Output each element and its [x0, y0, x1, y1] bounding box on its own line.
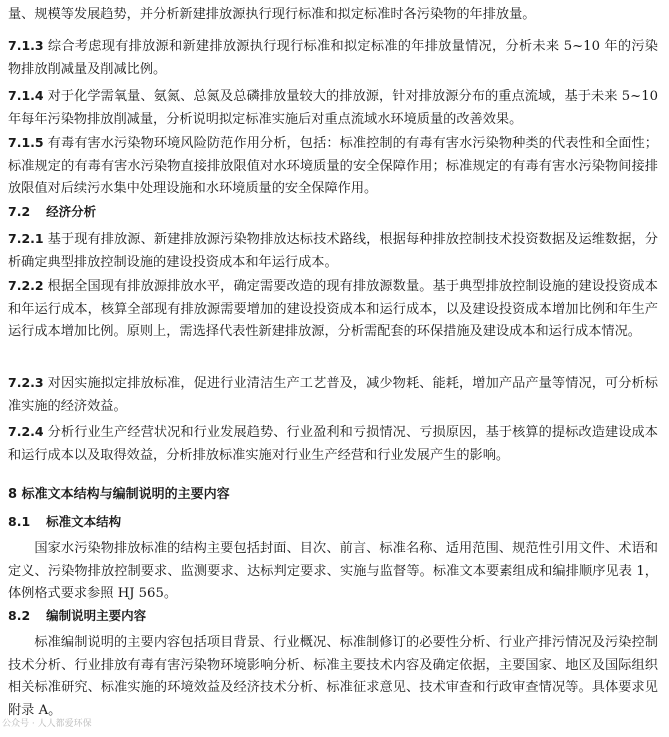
- clause-7-1-5: [8, 132, 658, 201]
- clause-number: 7.2.1: [8, 231, 44, 246]
- clause-number: 7.1.5: [8, 135, 44, 150]
- clause-text: 根据全国现有排放源排放水平，确定需要改造的现有排放源数量。基于典型排放控制设施的建设投资成本和年运行成本，核算全部现有排放源需要增加的建设投资成本和运行成本，以及建设投资成本增加比例和年生产运行成本增加比例。原则上，需选择代表性新建排放源，分析需配套的环保措施及建设成本和运行成本情况。: [8, 279, 658, 339]
- clause-text: 综合考虑现有排放源和新建排放源执行现行标准和拟定标准的年排放量情况，分析未来 5~10 年的污染物排放削减量及削减比例。: [8, 39, 658, 77]
- section-number: 8.1: [8, 514, 31, 529]
- watermark: 公众号 · 人人都爱环保: [2, 719, 92, 729]
- clause-7-2-4: [8, 421, 658, 467]
- clause-number: 7.2.2: [8, 278, 44, 293]
- section-title: 标准文本结构: [46, 514, 122, 529]
- clause-7-1-3: [8, 35, 658, 81]
- clause-text: 有毒有害水污染物环境风险防范作用分析，包括：标准控制的有毒有害水污染物种类的代表性和全面性；标准规定的有毒有害水污染物直接排放限值对水环境质量的安全保障作用；标准规定的有毒有害水污染物间接排放限值对后续污水集中处理设施和水环境质量的安全保障作用。: [8, 136, 658, 196]
- clause-text: 对因实施拟定排放标准，促进行业清洁生产工艺普及，减少物耗、能耗，增加产品产量等情况，可分析标准实施的经济效益。: [8, 376, 658, 414]
- clause-7-2-2: [8, 275, 658, 344]
- section-title: 经济分析: [46, 204, 97, 219]
- clause-number: 7.2.3: [8, 375, 44, 390]
- section-title: 编制说明主要内容: [46, 608, 147, 623]
- clause-number: 7.1.4: [8, 88, 44, 103]
- clause-number: 7.1.3: [8, 38, 44, 53]
- clause-text: 分析行业生产经营状况和行业发展趋势、行业盈利和亏损情况、亏损原因，基于核算的提标改造建设成本和运行成本以及取得效益，分析排放标准实施对行业生产经营和行业发展产生的影响。: [8, 425, 658, 463]
- clause-7-1-4: [8, 85, 658, 131]
- section-heading-8-2: [8, 606, 146, 626]
- paragraph-continuation: 量、规模等发展趋势，并分析新建排放源执行现行标准和拟定标准时各污染物的年排放量。: [8, 7, 536, 22]
- clause-text: 对于化学需氧量、氨氮、总氮及总磷排放量较大的排放源，针对排放源分布的重点流域，基于未来 5~10 年每年污染物排放削减量，分析说明拟定标准实施后对重点流域水环境质量的改善效果。: [8, 89, 658, 127]
- paragraph-8-2: 标准编制说明的主要内容包括项目背景、行业概况、标准制修订的必要性分析、行业产排污情况及污染控制技术分析、行业排放有毒有害污染物环境影响分析、标准主要技术内容及确定依据，主要国家、地区及国际组织相关标准研究、标准实施的环境效益及经济技术分析、标准征求意见、技术审查和行政审查情况等。具体要求见附录 A。: [8, 635, 658, 718]
- section-number: 8.2: [8, 608, 31, 623]
- clause-7-2-1: [8, 228, 658, 274]
- section-heading-7-2: [8, 202, 96, 222]
- paragraph-8-1: 国家水污染物排放标准的结构主要包括封面、目次、前言、标准名称、适用范围、规范性引用文件、术语和定义、污染物排放控制要求、监测要求、达标判定要求、实施与监督等。标准文本要素组成和编排顺序见表 1，体例格式要求参照 HJ 565。: [8, 541, 658, 601]
- clause-7-2-3: [8, 372, 658, 418]
- section-number: 7.2: [8, 204, 31, 219]
- section-heading-8-1: [8, 512, 121, 532]
- section-heading-8: 8 标准文本结构与编制说明的主要内容: [8, 487, 230, 502]
- clause-text: 基于现有排放源、新建排放源污染物排放达标技术路线，根据每种排放控制技术投资数据及运维数据，分析确定典型排放控制设施的建设投资成本和年运行成本。: [8, 232, 658, 270]
- clause-number: 7.2.4: [8, 424, 44, 439]
